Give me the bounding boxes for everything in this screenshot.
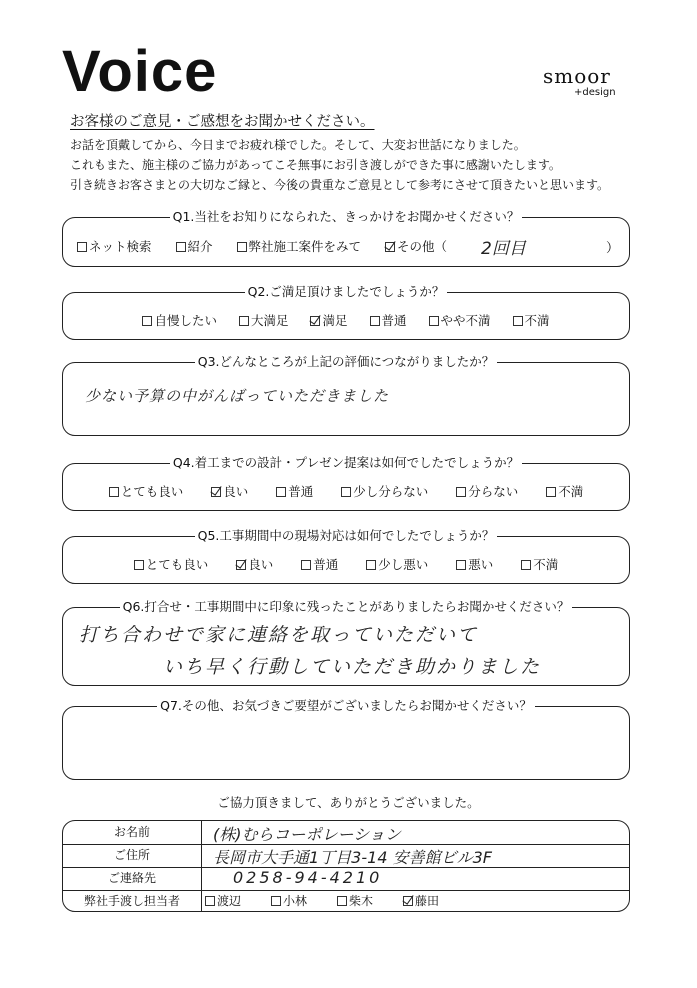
q1-other-answer[interactable]: 2回目 [481,239,526,259]
checkbox[interactable] [205,896,215,906]
q1-label: Q1.当社をお知りになられた、きっかけをお聞かせください？ [63,209,629,225]
checkbox[interactable] [341,487,351,497]
q7-box [62,698,630,780]
section-heading: お客様のご意見・ご感想をお聞かせください。 [70,114,375,130]
q2-label: Q2.ご満足頂けましたでしょうか？ [63,284,629,300]
info-row-name [63,821,629,845]
q1-close-paren: ） [606,241,620,256]
q4-option-4[interactable]: 少し分らない [341,484,428,500]
checkbox-checked[interactable] [236,560,246,570]
q2-options [63,313,629,329]
brand-logo: smoor [543,64,611,88]
q6-answer-line-2[interactable]: いち早く行動していただき助かりました [163,656,542,678]
checkbox[interactable] [337,896,347,906]
q4-box [62,455,630,511]
name-label: お名前 [63,821,202,844]
q5-option-6[interactable]: 不満 [521,557,558,573]
q6-label: Q6.打合せ・工事期間中に印象に残ったことがありましたらお聞かせください？ [63,599,629,615]
q4-option-2[interactable]: 良い [211,484,248,500]
staff-options [205,893,439,909]
q5-option-2[interactable]: 良い [236,557,273,573]
checkbox-checked[interactable] [403,896,413,906]
address-value[interactable]: 長岡市大手通1丁目3-14 安善館ビル3F [213,848,492,867]
brand-logo-sub: +design [574,87,616,98]
q5-option-3[interactable]: 普通 [301,557,338,573]
checkbox[interactable] [176,242,186,252]
q5-label: Q5.工事期間中の現場対応は如何でしたでしょうか？ [63,528,629,544]
q1-option-project[interactable]: 弊社施工案件をみて [237,239,362,255]
staff-option-2[interactable]: 小林 [271,893,307,909]
q3-answer[interactable]: 少ない予算の中がんばっていただきました [85,387,390,405]
contact-value[interactable]: 0258-94-4210 [233,868,383,887]
checkbox[interactable] [77,242,87,252]
info-row-contact [63,867,629,891]
customer-info-table [62,820,630,912]
q1-option-other[interactable]: その他（ [385,239,447,255]
q6-box [62,599,630,686]
staff-option-1[interactable]: 渡辺 [205,893,241,909]
checkbox[interactable] [521,560,531,570]
q1-box [62,209,630,267]
checkbox[interactable] [301,560,311,570]
intro-line-2: これもまた、施主様のご協力があってこそ無事にお引き渡しができた事に感謝いたします。 [70,158,561,172]
q2-option-1[interactable]: 自慢したい [142,313,217,329]
page-title: Voice [62,39,218,104]
checkbox-checked[interactable] [310,316,320,326]
q2-option-3[interactable]: 満足 [310,313,347,329]
checkbox[interactable] [456,560,466,570]
checkbox[interactable] [366,560,376,570]
intro-line-1: お話を頂戴してから、今日までお疲れ様でした。そして、大変お世話になりました。 [70,138,526,152]
q4-option-5[interactable]: 分らない [456,484,518,500]
checkbox-checked[interactable] [211,487,221,497]
name-value[interactable]: (株)むらコーポレーション [213,825,401,844]
thanks-text: ご協力頂きまして、ありがとうございました。 [217,795,480,810]
checkbox[interactable] [134,560,144,570]
q2-option-5[interactable]: やや不満 [429,313,491,329]
info-row-staff [63,890,629,912]
q5-option-1[interactable]: とても良い [134,557,209,573]
address-label: ご住所 [63,844,202,867]
q5-options [63,557,629,573]
q6-answer-line-1[interactable]: 打ち合わせで家に連絡を取っていただいて [79,624,479,646]
checkbox[interactable] [142,316,152,326]
q5-option-5[interactable]: 悪い [456,557,493,573]
checkbox[interactable] [456,487,466,497]
q4-label: Q4.着工までの設計・プレゼン提案は如何でしたでしょうか？ [63,455,629,471]
checkbox[interactable] [239,316,249,326]
staff-option-3[interactable]: 柴木 [337,893,373,909]
q1-option-net[interactable]: ネット検索 [77,239,152,255]
checkbox-checked[interactable] [385,242,395,252]
q4-options [63,484,629,500]
q7-label: Q7.その他、お気づきご要望がございましたらお聞かせください？ [63,698,629,714]
contact-label: ご連絡先 [63,867,202,890]
info-row-address [63,844,629,868]
checkbox[interactable] [546,487,556,497]
checkbox[interactable] [429,316,439,326]
q4-option-3[interactable]: 普通 [276,484,313,500]
checkbox[interactable] [276,487,286,497]
q5-option-4[interactable]: 少し悪い [366,557,428,573]
staff-option-4[interactable]: 藤田 [403,893,439,909]
q2-option-2[interactable]: 大満足 [239,313,289,329]
q4-option-1[interactable]: とても良い [109,484,184,500]
intro-line-3: 引き続きお客さまとの大切なご縁と、今後の貴重なご意見として参考にさせて頂きたいと思います。 [70,178,610,192]
checkbox[interactable] [513,316,523,326]
q1-options [63,239,629,255]
checkbox[interactable] [237,242,247,252]
q3-label: Q3.どんなところが上記の評価につながりましたか？ [63,354,629,370]
q3-box [62,354,630,436]
checkbox[interactable] [271,896,281,906]
checkbox[interactable] [109,487,119,497]
q4-option-6[interactable]: 不満 [546,484,583,500]
checkbox[interactable] [370,316,380,326]
q1-option-referral[interactable]: 紹介 [176,239,213,255]
q2-option-6[interactable]: 不満 [513,313,550,329]
q2-option-4[interactable]: 普通 [370,313,407,329]
staff-label: 弊社手渡し担当者 [63,890,202,912]
q5-box [62,528,630,584]
q2-box [62,284,630,340]
